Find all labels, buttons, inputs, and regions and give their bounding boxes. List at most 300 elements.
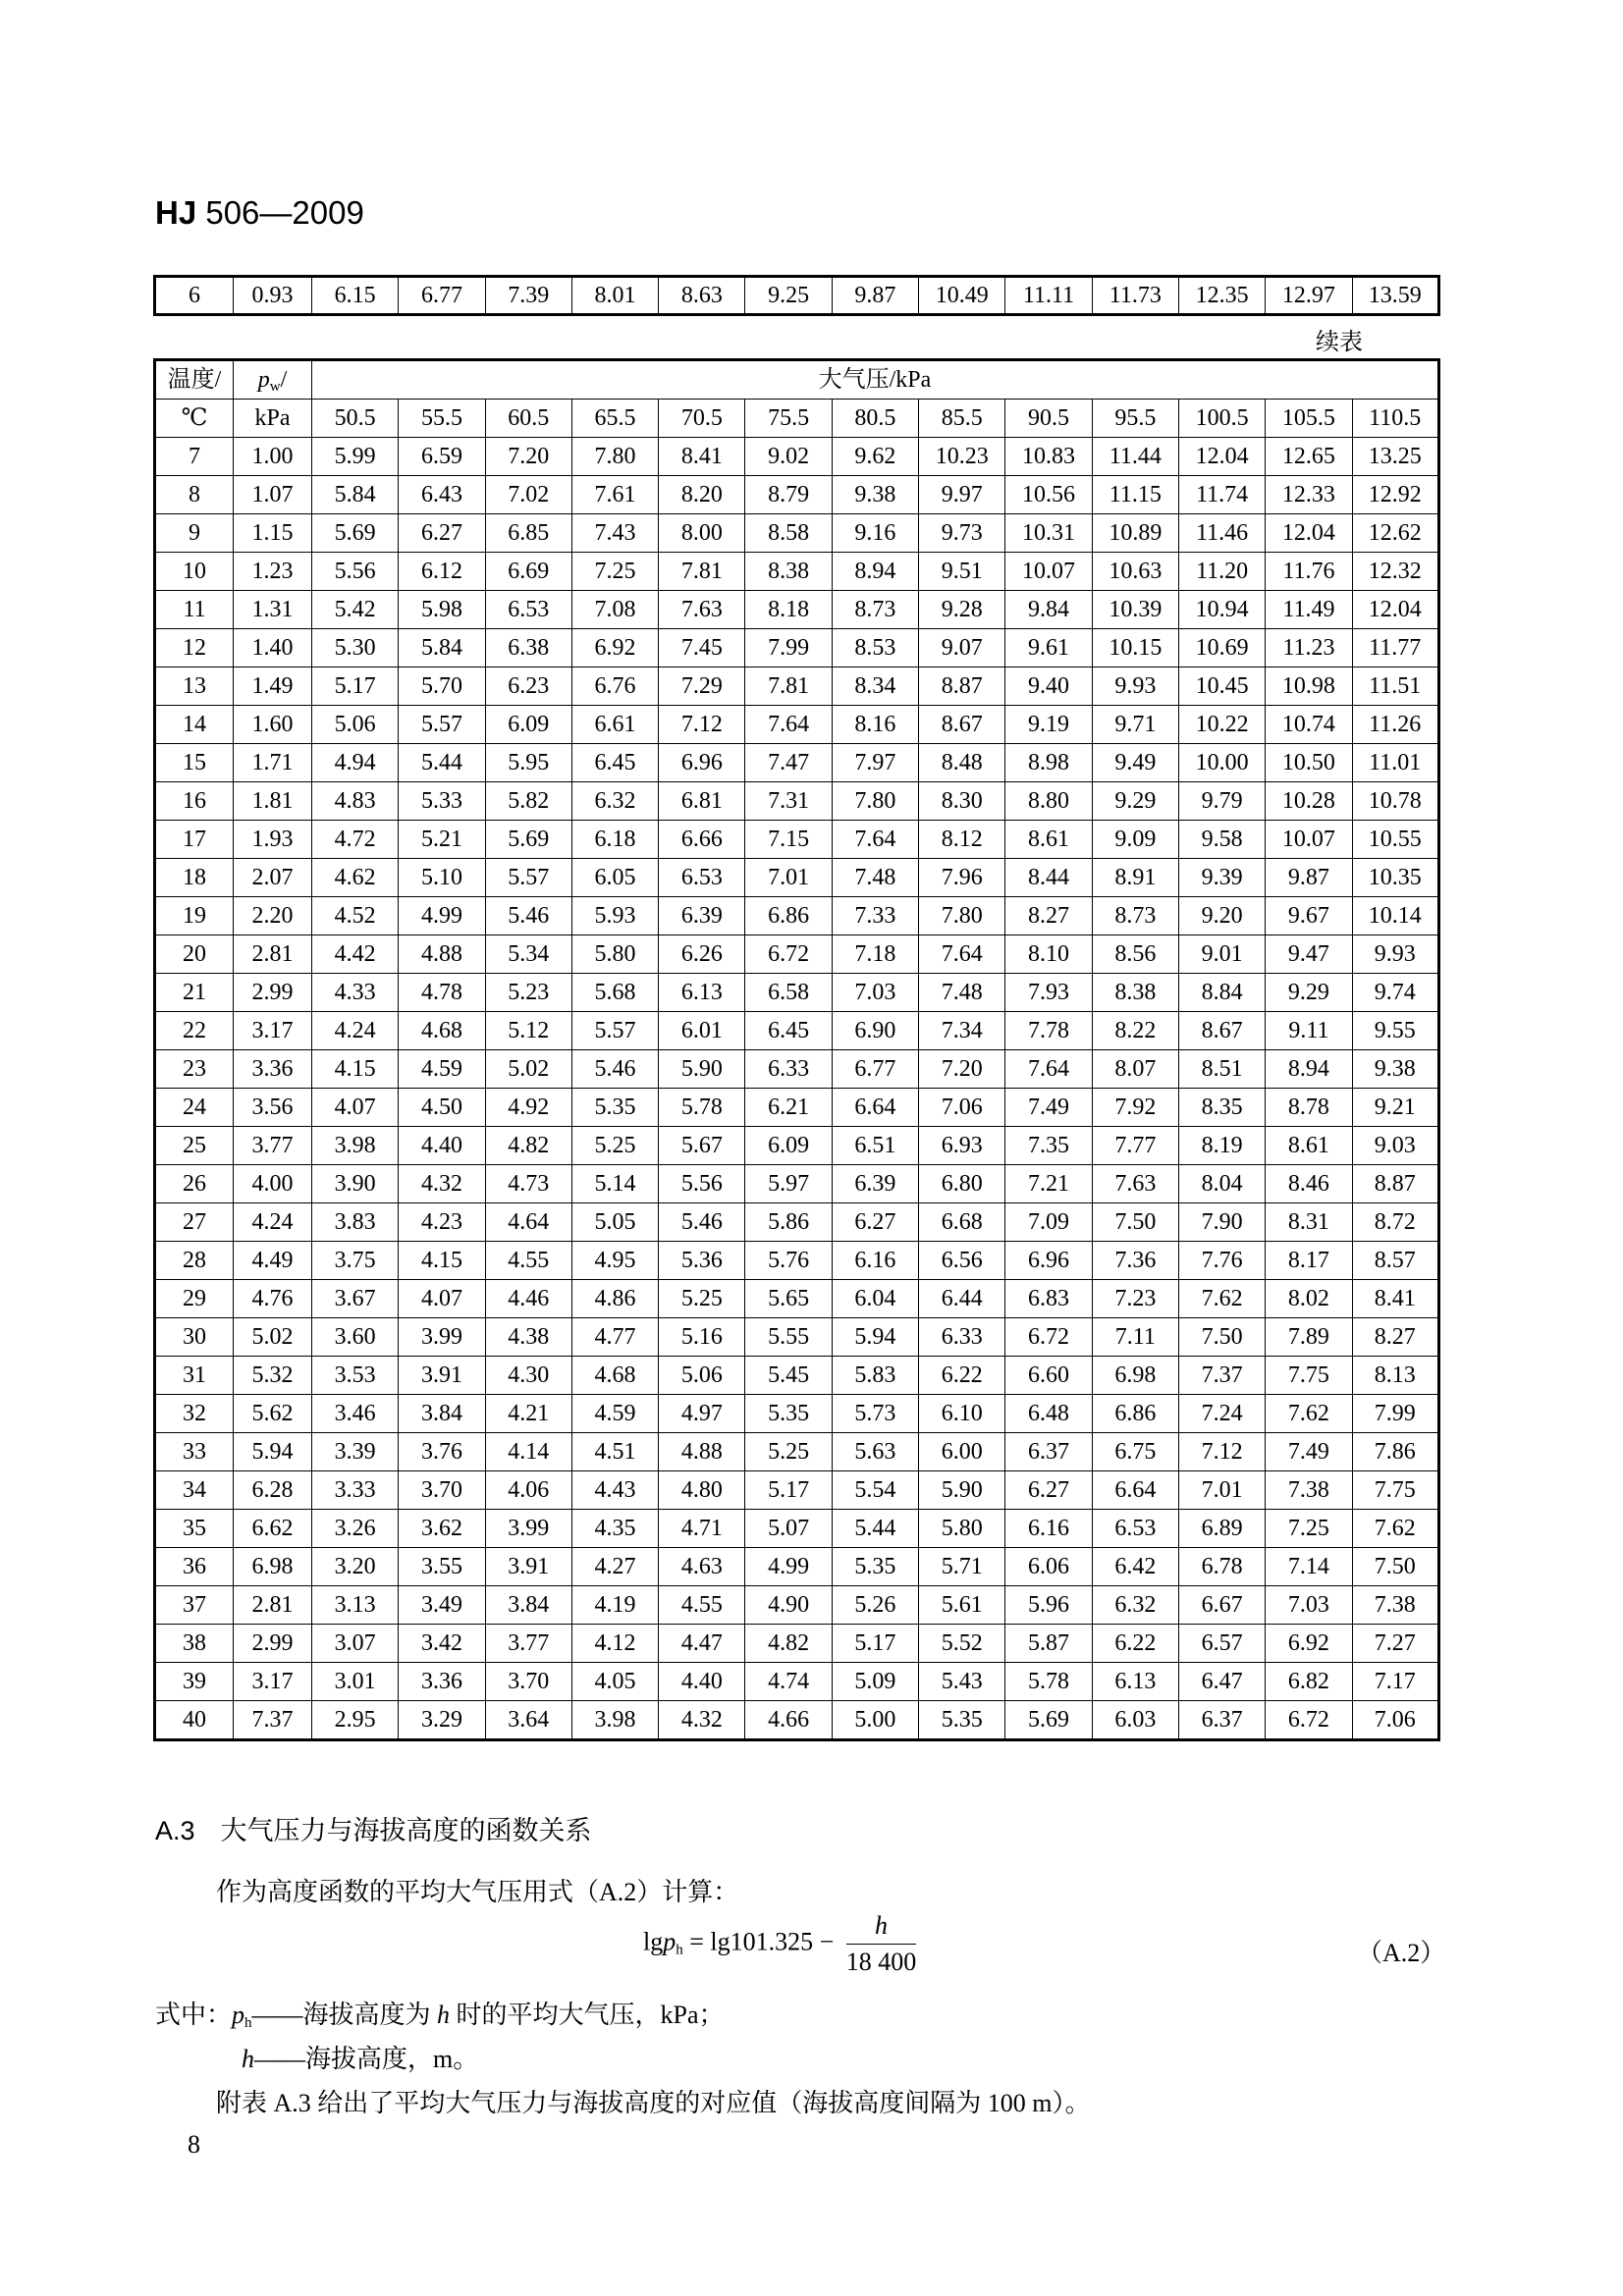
table-cell: 4.83	[312, 782, 399, 821]
table-cell: 27	[155, 1203, 234, 1242]
table-cell: 7.01	[1178, 1471, 1265, 1510]
table-cell: 6.57	[1178, 1625, 1265, 1663]
table-cell: 4.72	[312, 821, 399, 859]
table-row	[155, 1242, 1439, 1280]
table-cell: 6.98	[234, 1548, 312, 1586]
table-cell: 6.12	[399, 553, 485, 591]
table-cell: 9.11	[1266, 1012, 1352, 1050]
table-cell: 8.27	[1005, 897, 1092, 935]
table-cell: 8.16	[832, 706, 918, 744]
table-cell: 3.56	[234, 1089, 312, 1127]
table-cell: 3.98	[312, 1127, 399, 1165]
table-cell: 5.87	[1005, 1625, 1092, 1663]
table-cell: 6.86	[1092, 1395, 1178, 1433]
table-cell: 1.93	[234, 821, 312, 859]
table-cell: 5.25	[745, 1433, 832, 1471]
table-cell: 6.47	[1178, 1663, 1265, 1701]
table-cell: 7.31	[745, 782, 832, 821]
table-cell: 6.81	[659, 782, 745, 821]
table-cell: 33	[155, 1433, 234, 1471]
table-cell: 12.92	[1352, 476, 1438, 514]
table-cell: 8.63	[659, 277, 745, 315]
table-cell: 6.13	[1092, 1663, 1178, 1701]
table-cell: 10.28	[1266, 782, 1352, 821]
table-row	[155, 1357, 1439, 1395]
table-cell: 8.00	[659, 514, 745, 553]
table-cell: 4.24	[234, 1203, 312, 1242]
table-cell: 7.45	[659, 629, 745, 667]
table-cell: 5.07	[745, 1510, 832, 1548]
table-cell: 38	[155, 1625, 234, 1663]
table-cell: 6.77	[832, 1050, 918, 1089]
table-cell: 7.80	[919, 897, 1005, 935]
table-cell: 19	[155, 897, 234, 935]
table-cell: 6.27	[1005, 1471, 1092, 1510]
table-cell: 8.67	[919, 706, 1005, 744]
table-cell: 6.51	[832, 1127, 918, 1165]
table-cell: 5.43	[919, 1663, 1005, 1701]
table-cell: 5.69	[1005, 1701, 1092, 1740]
table-cell: 8.10	[1005, 935, 1092, 974]
table-cell: 6.69	[485, 553, 571, 591]
table-row	[155, 476, 1439, 514]
table-cell: 5.68	[571, 974, 658, 1012]
table-cell: 6.44	[919, 1280, 1005, 1318]
table-cell: 7.81	[659, 553, 745, 591]
table-row	[155, 1433, 1439, 1471]
table-cell: 9.74	[1352, 974, 1438, 1012]
table-cell: 24	[155, 1089, 234, 1127]
table-cell: 1.15	[234, 514, 312, 553]
formula-fraction: $\frac{h}{18 400}$	[845, 1911, 917, 1976]
table-cell: 9.87	[1266, 859, 1352, 897]
table-cell: 7.09	[1005, 1203, 1092, 1242]
table-cell: 7.18	[832, 935, 918, 974]
table-cell: 9.71	[1092, 706, 1178, 744]
table-cell: 5.45	[745, 1357, 832, 1395]
table-cell: 13.25	[1352, 438, 1438, 476]
table-cell: 6.72	[1005, 1318, 1092, 1357]
table-cell: 8.73	[1092, 897, 1178, 935]
table-cell: 11.23	[1266, 629, 1352, 667]
table-cell: 9.73	[919, 514, 1005, 553]
table-cell: 4.86	[571, 1280, 658, 1318]
table-cell: 7.89	[1266, 1318, 1352, 1357]
header-pressure-value: 60.5	[485, 400, 571, 438]
table-cell: 4.95	[571, 1242, 658, 1280]
table-cell: 5.57	[399, 706, 485, 744]
table-cell: 6.39	[659, 897, 745, 935]
table-cell: 7.50	[1092, 1203, 1178, 1242]
table-cell: 6.60	[1005, 1357, 1092, 1395]
table-cell: 17	[155, 821, 234, 859]
table-row	[155, 277, 1439, 315]
table-cell: 7.63	[1092, 1165, 1178, 1203]
table-cell: 7.25	[1266, 1510, 1352, 1548]
table-cell: 8.91	[1092, 859, 1178, 897]
table-cell: 7.92	[1092, 1089, 1178, 1127]
table-cell: 10.35	[1352, 859, 1438, 897]
table-cell: 6.72	[1266, 1701, 1352, 1740]
table-cell: 7.61	[571, 476, 658, 514]
table-cell: 3.84	[399, 1395, 485, 1433]
table-cell: 2.20	[234, 897, 312, 935]
table-cell: 4.46	[485, 1280, 571, 1318]
table-cell: 16	[155, 782, 234, 821]
table-cell: 9.40	[1005, 667, 1092, 706]
table-cell: 4.73	[485, 1165, 571, 1203]
table-cell: 5.52	[919, 1625, 1005, 1663]
table-cell: 12.35	[1178, 277, 1265, 315]
table-cell: 9.25	[745, 277, 832, 315]
table-cell: 2.81	[234, 1586, 312, 1625]
table-cell: 6.10	[919, 1395, 1005, 1433]
table-cell: 5.97	[745, 1165, 832, 1203]
table-cell: 11.44	[1092, 438, 1178, 476]
table-cell: 1.40	[234, 629, 312, 667]
table-cell: 11.51	[1352, 667, 1438, 706]
table-cell: 3.60	[312, 1318, 399, 1357]
table-cell: 3.53	[312, 1357, 399, 1395]
table-row	[155, 1395, 1439, 1433]
table-cell: 6.58	[745, 974, 832, 1012]
table-row	[155, 1625, 1439, 1663]
table-cell: 5.56	[659, 1165, 745, 1203]
table-cell: 9.49	[1092, 744, 1178, 782]
header-pressure-value: 110.5	[1352, 400, 1438, 438]
table-cell: 6.37	[1005, 1433, 1092, 1471]
table-row	[155, 553, 1439, 591]
table-row	[155, 438, 1439, 476]
table-cell: 6.37	[1178, 1701, 1265, 1740]
table-cell: 4.30	[485, 1357, 571, 1395]
table-cell: 5.46	[571, 1050, 658, 1089]
table-row	[155, 974, 1439, 1012]
table-cell: 8.19	[1178, 1127, 1265, 1165]
table-cell: 4.68	[399, 1012, 485, 1050]
table-header-row	[155, 360, 1439, 400]
table-cell: 5.17	[312, 667, 399, 706]
table-cell: 5.61	[919, 1586, 1005, 1625]
table-cell: 5.10	[399, 859, 485, 897]
table-cell: 6.38	[485, 629, 571, 667]
table-cell: 7.96	[919, 859, 1005, 897]
table-cell: 10.83	[1005, 438, 1092, 476]
table-cell: 11.46	[1178, 514, 1265, 553]
table-cell: 5.76	[745, 1242, 832, 1280]
table-cell: 11.15	[1092, 476, 1178, 514]
table-cell: 3.13	[312, 1586, 399, 1625]
table-cell: 7.01	[745, 859, 832, 897]
table-cell: 8.53	[832, 629, 918, 667]
table-cell: 6.32	[571, 782, 658, 821]
header-temperature-unit: ℃	[155, 400, 234, 438]
table-row	[155, 859, 1439, 897]
table-cell: 5.42	[312, 591, 399, 629]
table-cell: 8.72	[1352, 1203, 1438, 1242]
table-cell: 3.49	[399, 1586, 485, 1625]
table-cell: 3.76	[399, 1433, 485, 1471]
table-cell: 4.82	[485, 1127, 571, 1165]
table-cell: 5.06	[659, 1357, 745, 1395]
table-row	[155, 1471, 1439, 1510]
table-cell: 5.35	[919, 1701, 1005, 1740]
table-cell: 11.11	[1005, 277, 1092, 315]
table-cell: 8.51	[1178, 1050, 1265, 1089]
table-cell: 7.75	[1352, 1471, 1438, 1510]
table-cell: 8.73	[832, 591, 918, 629]
table-cell: 9.55	[1352, 1012, 1438, 1050]
table-cell: 7.06	[1352, 1701, 1438, 1740]
table-cell: 8.87	[1352, 1165, 1438, 1203]
table-cell: 5.94	[234, 1433, 312, 1471]
table-cell: 10.39	[1092, 591, 1178, 629]
table-row	[155, 1586, 1439, 1625]
table-cell: 1.23	[234, 553, 312, 591]
table-cell: 8.34	[832, 667, 918, 706]
table-cell: 5.62	[234, 1395, 312, 1433]
table-cell: 2.99	[234, 974, 312, 1012]
table-cell: 7.99	[1352, 1395, 1438, 1433]
table-cell: 6.48	[1005, 1395, 1092, 1433]
table-cell: 3.70	[399, 1471, 485, 1510]
table-cell: 12.04	[1178, 438, 1265, 476]
table-cell: 29	[155, 1280, 234, 1318]
header-pw-unit: kPa	[234, 400, 312, 438]
table-cell: 8.04	[1178, 1165, 1265, 1203]
table-cell: 4.99	[745, 1548, 832, 1586]
table-cell: 9.97	[919, 476, 1005, 514]
table-cell: 7.62	[1352, 1510, 1438, 1548]
table-cell: 6.96	[1005, 1242, 1092, 1280]
table-cell: 4.97	[659, 1395, 745, 1433]
table-cell: 3.07	[312, 1625, 399, 1663]
table-cell: 5.98	[399, 591, 485, 629]
table-cell: 4.90	[745, 1586, 832, 1625]
page-number: 8	[188, 2130, 200, 2159]
table-cell: 4.94	[312, 744, 399, 782]
table-cell: 9.93	[1352, 935, 1438, 974]
table-cell: 7.23	[1092, 1280, 1178, 1318]
table-cell: 8.94	[832, 553, 918, 591]
header-pressure-value: 100.5	[1178, 400, 1265, 438]
table-cell: 5.99	[312, 438, 399, 476]
header-temperature: 温度/	[155, 360, 234, 400]
table-cell: 10.07	[1005, 553, 1092, 591]
table-cell: 6.85	[485, 514, 571, 553]
table-cell: 10.07	[1266, 821, 1352, 859]
table-cell: 5.35	[745, 1395, 832, 1433]
table-cell: 8.13	[1352, 1357, 1438, 1395]
table-cell: 6.33	[745, 1050, 832, 1089]
table-cell: 8.22	[1092, 1012, 1178, 1050]
table-cell: 5.57	[571, 1012, 658, 1050]
table-cell: 7.47	[745, 744, 832, 782]
where-definition-p: 式中：$p_h——$海拔高度为 h 时的平均大气压，kPa；	[155, 2001, 725, 2031]
table-row	[155, 935, 1439, 974]
table-cell: 7.27	[1352, 1625, 1438, 1663]
table-cell: 5.33	[399, 782, 485, 821]
table-cell: 37	[155, 1586, 234, 1625]
table-cell: 8	[155, 476, 234, 514]
table-cell: 10.55	[1352, 821, 1438, 859]
table-cell: 5.78	[659, 1089, 745, 1127]
table-cell: 7.43	[571, 514, 658, 553]
table-cell: 3.42	[399, 1625, 485, 1663]
table-cell: 1.60	[234, 706, 312, 744]
table-cell: 3.91	[399, 1357, 485, 1395]
table-cell: 9.39	[1178, 859, 1265, 897]
table-cell: 4.68	[571, 1357, 658, 1395]
table-row	[155, 514, 1439, 553]
table-row	[155, 591, 1439, 629]
table-cell: 5.17	[832, 1625, 918, 1663]
formula-number: （A.2）	[1357, 1939, 1446, 1967]
table-cell: 1.00	[234, 438, 312, 476]
table-cell: 8.02	[1266, 1280, 1352, 1318]
table-cell: 4.15	[312, 1050, 399, 1089]
table-cell: 8.84	[1178, 974, 1265, 1012]
table-cell: 5.25	[659, 1280, 745, 1318]
table-cell: 7.63	[659, 591, 745, 629]
table-cell: 6.64	[832, 1089, 918, 1127]
table-cell: 7.34	[919, 1012, 1005, 1050]
table-cell: 3.77	[485, 1625, 571, 1663]
table-cell: 8.20	[659, 476, 745, 514]
table-cell: 5.69	[312, 514, 399, 553]
table-cell: 7.38	[1266, 1471, 1352, 1510]
table-cell: 7.12	[659, 706, 745, 744]
reference-text: 附表 A.3 给出了平均大气压力与海拔高度的对应值（海拔高度间隔为 100 m）。	[216, 2089, 1091, 2117]
table-cell: 6.13	[659, 974, 745, 1012]
table-cell: 6.53	[485, 591, 571, 629]
table-cell: 23	[155, 1050, 234, 1089]
table-cell: 7.36	[1092, 1242, 1178, 1280]
table-cell: 5.02	[234, 1318, 312, 1357]
table-cell: 4.55	[659, 1586, 745, 1625]
table-cell: 3.99	[399, 1318, 485, 1357]
table-row	[155, 821, 1439, 859]
table-row	[155, 667, 1439, 706]
table-cell: 5.71	[919, 1548, 1005, 1586]
table-row	[155, 1663, 1439, 1701]
table-cell: 5.70	[399, 667, 485, 706]
header-pressure-value: 65.5	[571, 400, 658, 438]
table-cell: 8.41	[1352, 1280, 1438, 1318]
table-cell: 6.64	[1092, 1471, 1178, 1510]
header-pressure-value: 55.5	[399, 400, 485, 438]
table-cell: 6.62	[234, 1510, 312, 1548]
table-cell: 6.45	[745, 1012, 832, 1050]
table-cell: 34	[155, 1471, 234, 1510]
table-cell: 9.87	[832, 277, 918, 315]
table-cell: 3.46	[312, 1395, 399, 1433]
table-cell: 3.55	[399, 1548, 485, 1586]
table-cell: 4.49	[234, 1242, 312, 1280]
table-row	[155, 1050, 1439, 1089]
table-cell: 2.07	[234, 859, 312, 897]
table-row	[155, 1012, 1439, 1050]
table-cell: 12.62	[1352, 514, 1438, 553]
table-cell: 14	[155, 706, 234, 744]
table-cell: 13	[155, 667, 234, 706]
table-row	[155, 1701, 1439, 1740]
table-cell: 5.90	[659, 1050, 745, 1089]
table-cell: 7.39	[485, 277, 571, 315]
table-cell: 2.81	[234, 935, 312, 974]
table-cell: 4.21	[485, 1395, 571, 1433]
table-cell: 6.23	[485, 667, 571, 706]
table-row	[155, 1280, 1439, 1318]
table-cell: 7.49	[1005, 1089, 1092, 1127]
table-cell: 9.79	[1178, 782, 1265, 821]
table-cell: 7.17	[1352, 1663, 1438, 1701]
table-cell: 3.26	[312, 1510, 399, 1548]
table-row	[155, 897, 1439, 935]
table-cell: 6.03	[1092, 1701, 1178, 1740]
table-cell: 4.40	[659, 1663, 745, 1701]
table-cell: 4.32	[399, 1165, 485, 1203]
table-cell: 11.76	[1266, 553, 1352, 591]
table-cell: 9.29	[1092, 782, 1178, 821]
table-cell: 8.94	[1266, 1050, 1352, 1089]
table-cell: 6.22	[1092, 1625, 1178, 1663]
table-cell: 1.07	[234, 476, 312, 514]
table-cell: 5.02	[485, 1050, 571, 1089]
table-cell: 7.15	[745, 821, 832, 859]
table-cell: 4.42	[312, 935, 399, 974]
table-cell: 7.64	[832, 821, 918, 859]
table-cell: 31	[155, 1357, 234, 1395]
table-cell: 7.11	[1092, 1318, 1178, 1357]
table-cell: 8.01	[571, 277, 658, 315]
table-cell: 4.59	[399, 1050, 485, 1089]
table-cell: 3.62	[399, 1510, 485, 1548]
table-cell: 6.26	[659, 935, 745, 974]
table-cell: 11.74	[1178, 476, 1265, 514]
table-cell: 11.77	[1352, 629, 1438, 667]
table-cell: 3.36	[399, 1663, 485, 1701]
table-cell: 4.74	[745, 1663, 832, 1701]
table-cell: 4.88	[399, 935, 485, 974]
table-cell: 10.50	[1266, 744, 1352, 782]
table-cell: 9.20	[1178, 897, 1265, 935]
table-cell: 26	[155, 1165, 234, 1203]
table-cell: 5.17	[745, 1471, 832, 1510]
table-cell: 8.27	[1352, 1318, 1438, 1357]
table-cell: 7.20	[919, 1050, 1005, 1089]
table-cell: 7	[155, 438, 234, 476]
table-cell: 12.97	[1266, 277, 1352, 315]
table-cell: 5.30	[312, 629, 399, 667]
table-cell: 40	[155, 1701, 234, 1740]
table-cell: 10.78	[1352, 782, 1438, 821]
table-cell: 6.53	[659, 859, 745, 897]
table-cell: 4.27	[571, 1548, 658, 1586]
table-cell: 11.49	[1266, 591, 1352, 629]
table-cell: 7.90	[1178, 1203, 1265, 1242]
table-cell: 5.14	[571, 1165, 658, 1203]
table-cell: 1.71	[234, 744, 312, 782]
table-cell: 6.86	[745, 897, 832, 935]
table-cell: 3.70	[485, 1663, 571, 1701]
table-cell: 4.24	[312, 1012, 399, 1050]
table-cell: 3.98	[571, 1701, 658, 1740]
table-cell: 6.67	[1178, 1586, 1265, 1625]
table-cell: 9.07	[919, 629, 1005, 667]
table-cell: 5.90	[919, 1471, 1005, 1510]
table-cell: 6.75	[1092, 1433, 1178, 1471]
